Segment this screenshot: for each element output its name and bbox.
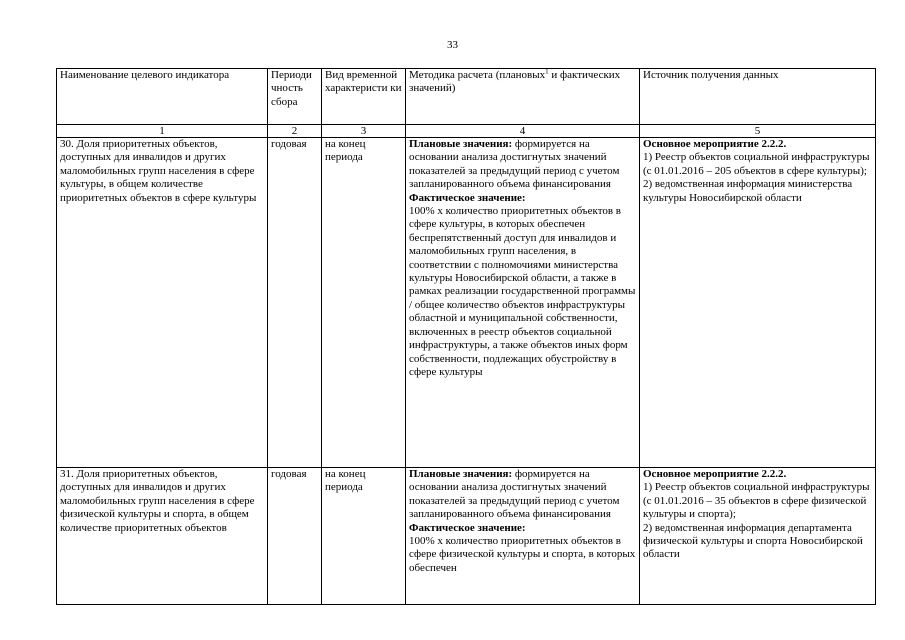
column-number: 5: [640, 125, 876, 138]
method-cell: [406, 138, 640, 468]
header-method-main: Методика расчета (плановых: [409, 69, 546, 81]
header-indicator: Наименование целевого индикатора: [57, 69, 268, 125]
periodicity-cell: годовая: [268, 468, 322, 605]
source-label: Основное мероприятие 2.2.2.: [643, 468, 787, 480]
header-source: Источник получения данных: [640, 69, 876, 125]
planned-values: [409, 468, 636, 522]
method-cell: [406, 468, 640, 605]
planned-label: Плановые значения:: [409, 468, 513, 480]
header-method-tail: и фактических значений): [409, 69, 621, 95]
actual-text: 100% х количество приоритетных объектов в сфере физической культуры и спорта, в которых обеспечен: [409, 535, 636, 574]
time-type-cell: на конец периода: [322, 468, 406, 605]
column-number: 4: [406, 125, 640, 138]
source-label: Основное мероприятие 2.2.2.: [643, 138, 787, 150]
source-cell: [640, 468, 876, 605]
time-type-cell: на конец периода: [322, 138, 406, 468]
planned-label: Плановые значения:: [409, 138, 513, 150]
indicator-cell: 31. Доля приоритетных объектов, доступных для инвалидов и других маломобильных групп населения в сфере физической культуры и спорта, в общем количестве приоритетных объектов: [57, 468, 268, 605]
header-periodicity: Периоди чность сбора: [268, 69, 322, 125]
header-method: [406, 69, 640, 125]
source-item: 1) Реестр объектов социальной инфраструктуры (с 01.01.2016 – 205 объектов в сфере культуры);: [643, 151, 870, 177]
planned-text: формируется на основании анализа достигнутых значений показателей за предыдущий период с учетом запланированного объема финансирования: [409, 138, 620, 191]
column-numbers-row: [57, 125, 876, 138]
planned-text: формируется на основании анализа достигнутых значений показателей за предыдущий период с учетом запланированного объема финансирования: [409, 468, 620, 521]
page-number: 33: [447, 39, 458, 51]
source-item: 2) ведомственная информация министерства культуры Новосибирской области: [643, 178, 853, 204]
indicators-table: [56, 68, 876, 605]
table-row: [57, 468, 876, 605]
column-number: 1: [57, 125, 268, 138]
source-item: 1) Реестр объектов социальной инфраструктуры (с 01.01.2016 – 35 объектов в сфере физической культуры и спорта);: [643, 481, 870, 521]
actual-text: 100% х количество приоритетных объектов в сфере культуры, в которых обеспечен беспрепятственный доступ для инвалидов и маломобильных групп населения, в соответствии с полномочиями министерства культуры Новосибирской области, а также в рамках реализации государственной программы / общее количество объектов инфраструктуры областной и муниципальной собственности, включенных в реестр объектов социальной инфраструктуры, а также объектов иных форм собственности, подлежащих обустройству в сфере культуры: [409, 205, 636, 378]
source-item: 2) ведомственная информация департамента физической культуры и спорта Новосибирской области: [643, 521, 863, 561]
indicator-cell: 30. Доля приоритетных объектов, доступных для инвалидов и других маломобильных групп населения в сфере культуры, в общем количестве приоритетных объектов в сфере культуры: [57, 138, 268, 468]
actual-label: Фактическое значение:: [409, 521, 526, 534]
header-time-type: Вид временной характеристи ки: [322, 69, 406, 125]
actual-label: Фактическое значение:: [409, 191, 526, 204]
periodicity-cell: годовая: [268, 138, 322, 468]
column-number: 3: [322, 125, 406, 138]
table-row: [57, 138, 876, 468]
source-cell: [640, 138, 876, 468]
header-method-footnote: 1: [545, 68, 549, 76]
header-row: [57, 69, 876, 125]
column-number: 2: [268, 125, 322, 138]
planned-values: [409, 138, 636, 192]
